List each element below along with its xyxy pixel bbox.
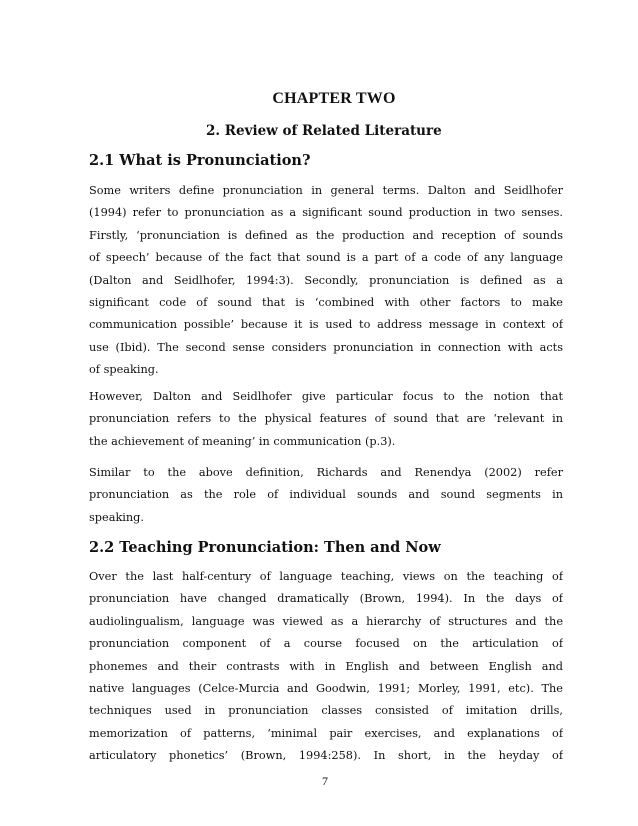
section-title: 2. Review of Related Literature — [206, 123, 442, 139]
text-line: pronunciation component of a course focused on the articulation of — [89, 637, 563, 651]
subheading-teaching-pronunciation: 2.2 Teaching Pronunciation: Then and Now — [89, 539, 441, 556]
text-line: articulatory phonetics’ (Brown, 1994:258). In short, in the heyday of — [89, 749, 563, 763]
text-line: techniques used in pronunciation classes consisted of imitation drills, — [89, 704, 563, 718]
text-line: (Dalton and Seidlhofer, 1994:3). Secondly, pronunciation is defined as a — [89, 273, 563, 287]
paragraph-3 — [89, 462, 563, 529]
text-line: However, Dalton and Seidlhofer give particular focus to the notion that — [89, 390, 563, 403]
text-line: the achievement of meaning’ in communication (p.3). — [89, 434, 396, 448]
paragraph-1 — [89, 180, 563, 382]
text-line: Similar to the above definition, Richards and Renendya (2002) refer — [89, 466, 563, 479]
text-line: audiolingualism, language was viewed as a hierarchy of structures and the — [89, 614, 563, 628]
text-line: Over the last half-century of language teaching, views on the teaching of — [89, 570, 563, 583]
page-number: 7 — [322, 774, 328, 788]
text-line: memorization of patterns, ‘minimal pair exercises, and explanations of — [89, 726, 563, 740]
text-line: of speech’ because of the fact that sound is a part of a code of any language — [89, 251, 563, 265]
text-line: pronunciation have changed dramatically (Brown, 1994). In the days of — [89, 592, 563, 606]
text-line: (1994) refer to pronunciation as a significant sound production in two senses. — [89, 206, 563, 220]
paragraph-4 — [89, 566, 563, 768]
text-line: pronunciation refers to the physical features of sound that are ‘relevant in — [89, 412, 563, 426]
text-line: use (Ibid). The second sense considers pronunciation in connection with acts — [89, 340, 563, 354]
text-line: pronunciation as the role of individual sounds and sound segments in — [89, 488, 563, 502]
text-line: of speaking. — [89, 363, 159, 377]
subheading-what-is-pronunciation: 2.1 What is Pronunciation? — [89, 152, 311, 169]
paragraph-2 — [89, 386, 563, 453]
text-line: communication possible’ because it is used to address message in context of — [89, 318, 563, 332]
text-line: Some writers define pronunciation in general terms. Dalton and Seidlhofer — [89, 184, 563, 197]
text-line: Firstly, ‘pronunciation is defined as the production and reception of sounds — [89, 228, 563, 242]
chapter-title: CHAPTER TWO — [272, 90, 396, 107]
text-line: native languages (Celce-Murcia and Goodwin, 1991; Morley, 1991, etc). The — [89, 682, 563, 696]
text-line: phonemes and their contrasts with in English and between English and — [89, 659, 563, 673]
text-line: speaking. — [89, 510, 145, 524]
text-line: significant code of sound that is ‘combined with other factors to make — [89, 296, 563, 310]
